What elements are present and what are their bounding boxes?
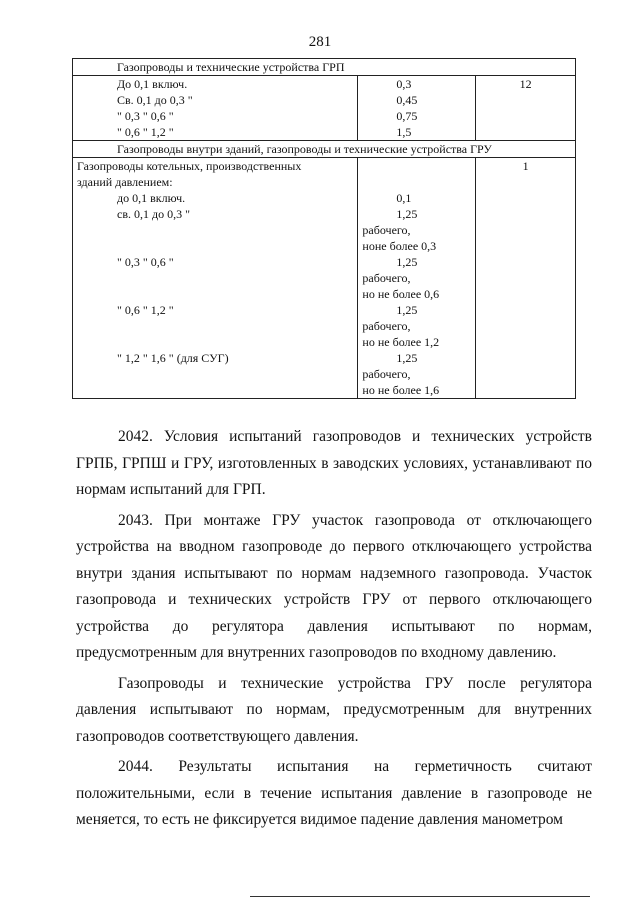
row-extra (476, 108, 576, 124)
paragraph-2043: 2043. При монтаже ГРУ участок газопровода от отключающего устройства на вводном газопроводе до первого отключающего устройства внутри здания испытывают по нормам надземного газопровода. Участок газопровода и технических устройств ГРУ от первого отключающего устройства до регулятора давления испытывают по нормам, предусмотренным для внутренних газопроводов по входному давлению. (76, 511, 592, 661)
table-row (73, 254, 576, 270)
row-label: зданий давлением: (73, 174, 358, 190)
row-label: До 0,1 включ. (73, 76, 358, 93)
table-row (73, 76, 576, 93)
pressure-test-table (72, 58, 576, 399)
paragraph-2042: 2042. Условия испытаний газопроводов и технических устройств ГРПБ, ГРПШ и ГРУ, изготовленных в заводских условиях, устанавливают по нормам испытаний для ГРП. (76, 428, 592, 498)
row-label: " 0,3 " 0,6 " (73, 108, 358, 124)
paragraph-2044: 2044. Результаты испытания на герметичность считают положительными, если в течение испытания давление в газопроводе не меняется, то есть не фиксируется видимое падение давления манометром (76, 758, 592, 828)
row-value: 1,25 (358, 350, 476, 366)
body-text (76, 424, 592, 834)
section-title: Газопроводы и технические устройства ГРП (73, 59, 576, 76)
row-value: 0,45 (358, 92, 476, 108)
row-label: " 0,3 " 0,6 " (73, 254, 358, 270)
table-row (73, 158, 576, 175)
row-note: но не более 0,6 (358, 286, 476, 302)
row-note: ноне более 0,3 (358, 238, 476, 254)
row-note: рабочего, (358, 318, 476, 334)
row-note: рабочего, (358, 222, 476, 238)
row-label: до 0,1 включ. (73, 190, 358, 206)
table-row (73, 190, 576, 206)
row-value: 1,25 (358, 206, 476, 222)
row-label: Газопроводы котельных, производственных (73, 158, 358, 175)
table-row (73, 92, 576, 108)
table-section-header (73, 141, 576, 158)
table-row (73, 124, 576, 141)
row-note: но не более 1,6 (358, 382, 476, 399)
row-label: св. 0,1 до 0,3 " (73, 206, 358, 222)
row-label: Св. 0,1 до 0,3 " (73, 92, 358, 108)
row-value: 1,25 (358, 302, 476, 318)
row-value: 0,1 (358, 190, 476, 206)
table-row (73, 302, 576, 318)
row-value: 0,3 (358, 76, 476, 93)
paragraph-gru: Газопроводы и технические устройства ГРУ после регулятора давления испытывают по нормам, предусмотренным для внутренних газопроводов соответствующего давления. (76, 674, 592, 745)
row-value: 0,75 (358, 108, 476, 124)
row-value: 1,25 (358, 254, 476, 270)
row-note: но не более 1,2 (358, 334, 476, 350)
section-title: Газопроводы внутри зданий, газопроводы и технические устройства ГРУ (73, 141, 576, 158)
page-number: 281 (308, 34, 332, 50)
row-extra (476, 92, 576, 108)
row-extra: 1 (476, 158, 576, 175)
row-value: 1,5 (358, 124, 476, 141)
table-row (73, 350, 576, 366)
row-extra: 12 (476, 76, 576, 93)
row-note: рабочего, (358, 270, 476, 286)
table-row (73, 174, 576, 190)
row-label: " 0,6 " 1,2 " (73, 124, 358, 141)
row-label: " 1,2 " 1,6 " (для СУГ) (73, 350, 358, 366)
row-label: " 0,6 " 1,2 " (73, 302, 358, 318)
row-note: рабочего, (358, 366, 476, 382)
row-extra (476, 124, 576, 141)
table-row (73, 206, 576, 222)
table-section-header (73, 59, 576, 76)
bottom-rule (250, 896, 590, 897)
table-row (73, 108, 576, 124)
